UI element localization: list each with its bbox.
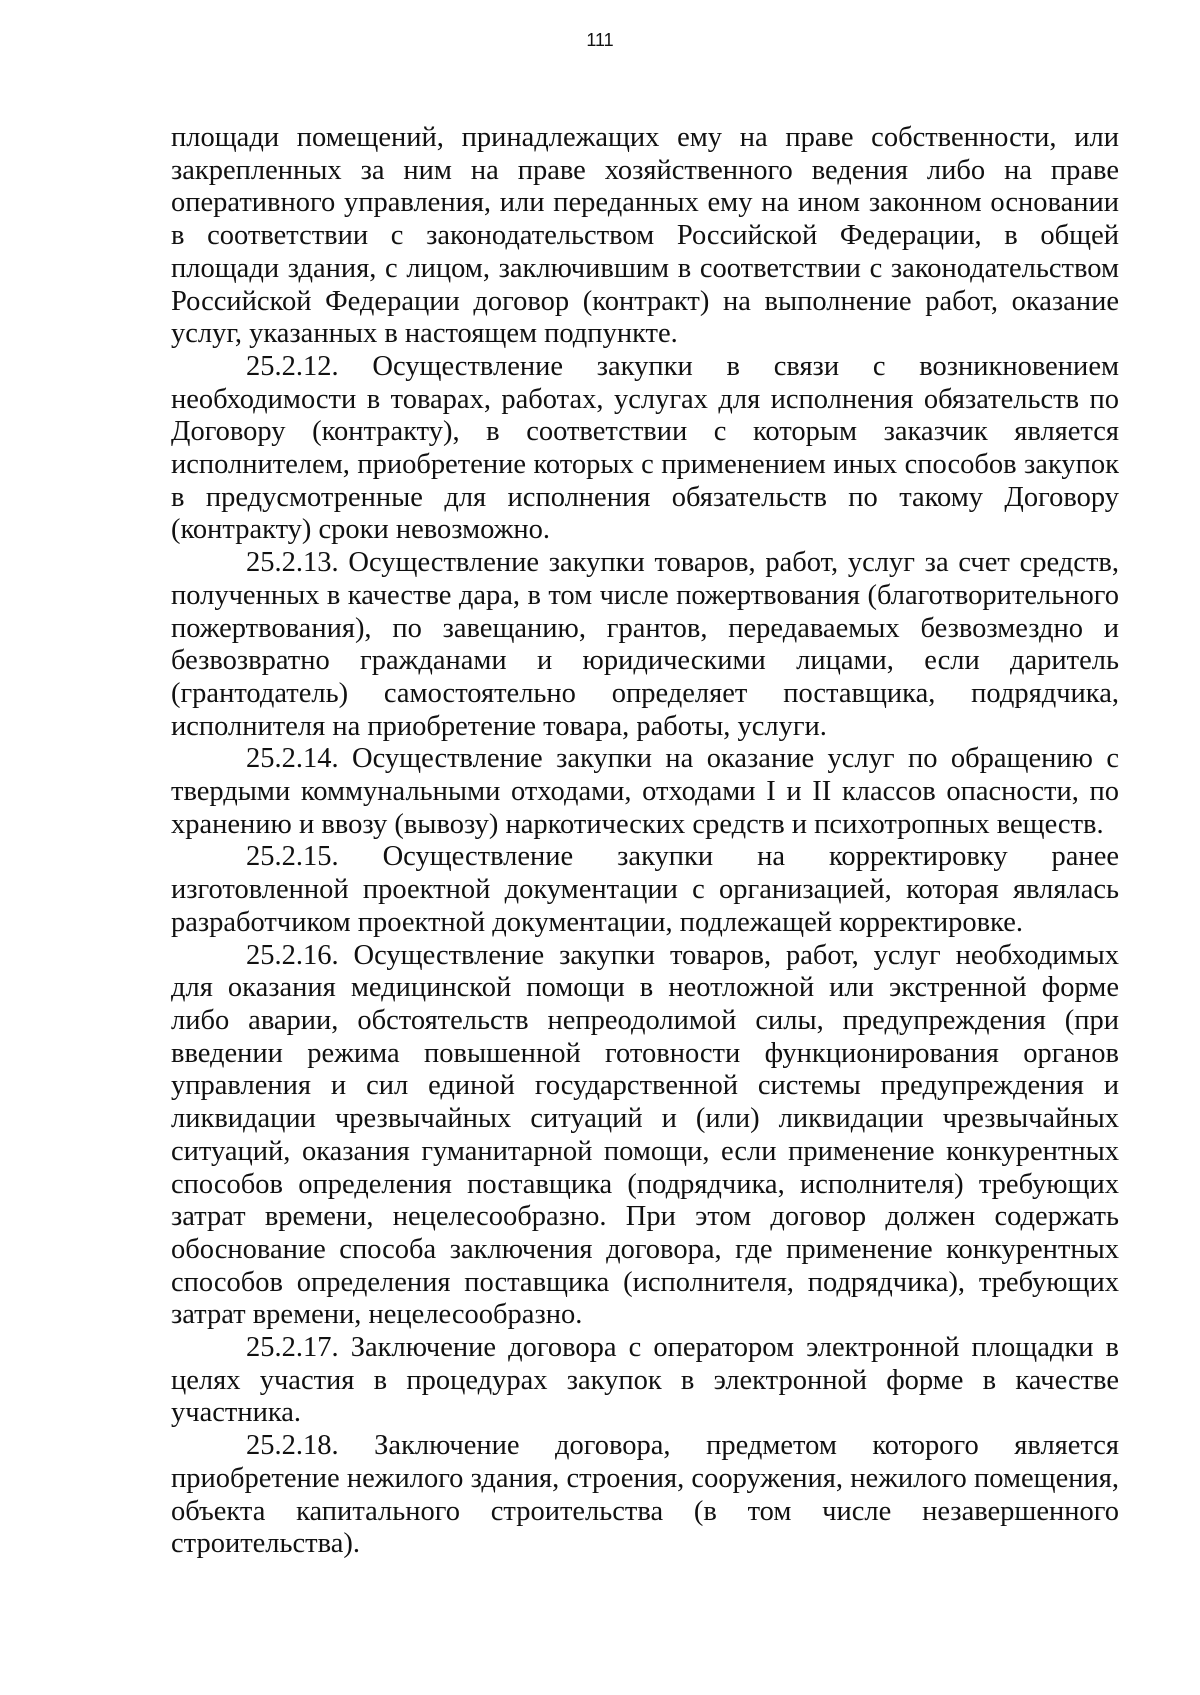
paragraph-25-2-18: 25.2.18. Заключение договора, предметом которого является приобретение нежилого здания, строения, сооружения, нежилого помещения, объекта капитального строительства (в том числе незавершенного строительства). [171, 1430, 1119, 1560]
page-number: 111 [586, 30, 614, 50]
paragraph-25-2-14: 25.2.14. Осуществление закупки на оказание услуг по обращению с твердыми коммунальными отходами, отходами I и II классов опасности, по хранению и ввозу (вывозу) наркотических средств и психотропных веществ. [171, 743, 1119, 840]
paragraph-25-2-17: 25.2.17. Заключение договора с оператором электронной площадки в целях участия в процедурах закупок в электронной форме в качестве участника. [171, 1332, 1119, 1429]
document-body [171, 122, 1119, 1561]
paragraph-25-2-12: 25.2.12. Осуществление закупки в связи с возникновением необходимости в товарах, работах, услугах для исполнения обязательств по Договору (контракту), в соответствии с которым заказчик является исполнителем, приобретение которых с применением иных способов закупок в предусмотренные для исполнения обязательств по такому Договору (контракту) сроки невозможно. [171, 350, 1119, 546]
paragraph-continuation: площади помещений, принадлежащих ему на праве собственности, или закрепленных за ним на праве хозяйственного ведения либо на праве оперативного управления, или переданных ему на ином законном основании в соответствии с законодательством Российской Федерации, в общей площади здания, с лицом, заключившим в соответствии с законодательством Российской Федерации договор (контракт) на выполнение работ, оказание услуг, указанных в настоящем подпункте. [171, 122, 1119, 350]
paragraph-25-2-13: 25.2.13. Осуществление закупки товаров, работ, услуг за счет средств, полученных в качестве дара, в том числе пожертвования (благотворительного пожертвования), по завещанию, грантов, передаваемых безвозмездно и безвозвратно гражданами и юридическими лицами, если даритель (грантодатель) самостоятельно определяет поставщика, подрядчика, исполнителя на приобретение товара, работы, услуги. [171, 547, 1119, 742]
paragraph-25-2-16: 25.2.16. Осуществление закупки товаров, работ, услуг необходимых для оказания медицинской помощи в неотложной или экстренной форме либо аварии, обстоятельств непреодолимой силы, предупреждения (при введении режима повышенной готовности функционирования органов управления и сил единой государственной системы предупреждения и ликвидации чрезвычайных ситуаций и (или) ликвидации чрезвычайных ситуаций, оказания гуманитарной помощи, если применение конкурентных способов определения поставщика (подрядчика, исполнителя) требующих затрат времени, нецелесообразно. При этом договор должен содержать обоснование способа заключения договора, где применение конкурентных способов определения поставщика (исполнителя, подрядчика), требующих затрат времени, нецелесообразно. [171, 939, 1119, 1331]
paragraph-25-2-15: 25.2.15. Осуществление закупки на корректировку ранее изготовленной проектной документации с организацией, которая являлась разработчиком проектной документации, подлежащей корректировке. [171, 841, 1119, 938]
